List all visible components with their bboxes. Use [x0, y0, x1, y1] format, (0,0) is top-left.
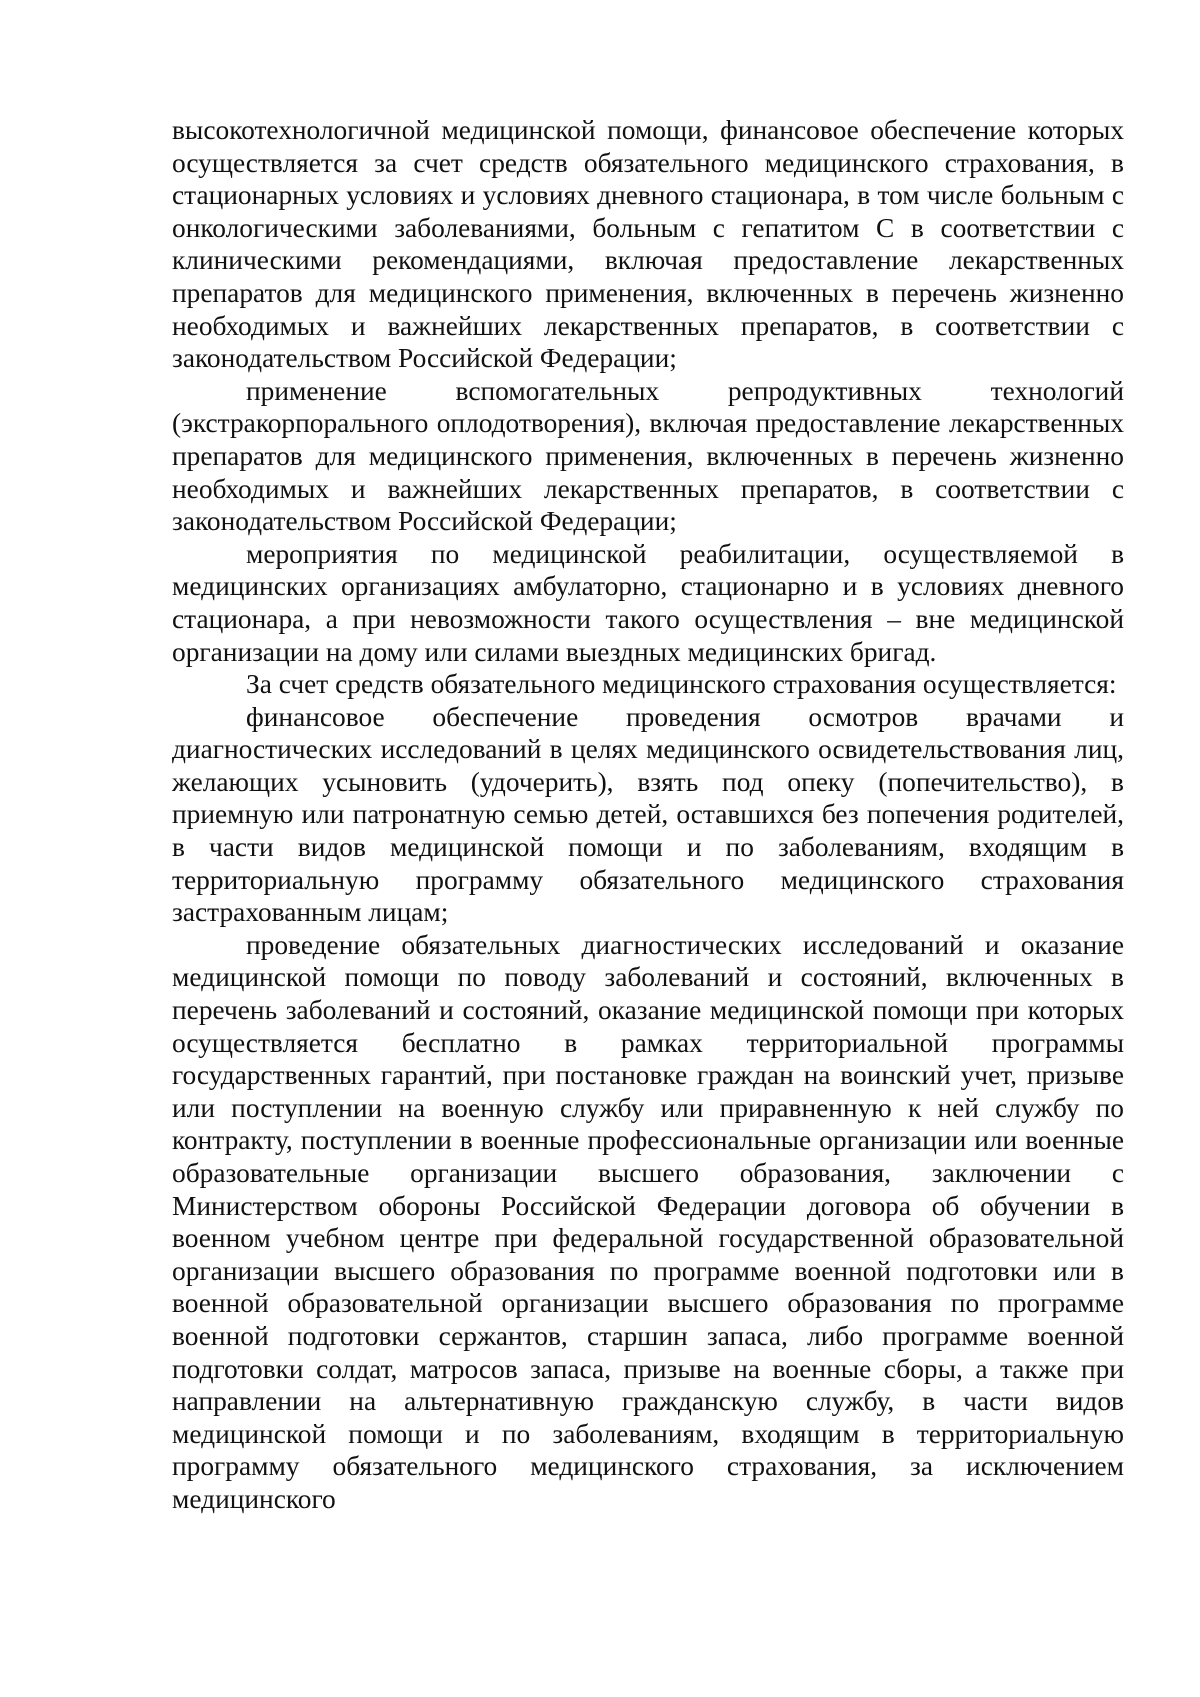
paragraph-military-examinations: проведение обязательных диагностических исследований и оказание медицинской помощи по поводу заболеваний и состояний, включенных в перечень заболеваний и состояний, оказание медицинской помощи при которых осуществляется бесплатно в рамках территориальной программы государственных гарантий, при постановке граждан на воинский учет, призыве или поступлении на военную службу или приравненную к ней службу по контракту, поступлении в военные профессиональные организации или военные образовательные организации высшего образования, заключении с Министерством обороны Российской Федерации договора об обучении в военном учебном центре при федеральной государственной образовательной организации высшего образования по программе военной подготовки или в военной образовательной организации высшего образования по программе военной подготовки сержантов, старшин запаса, либо программе военной подготовки солдат, матросов запаса, призыве на военные сборы, а также при направлении на альтернативную гражданскую службу, в части видов медицинской помощи и по заболеваниям, входящим в территориальную программу обязательного медицинского страхования, за исключением медицинского — [172, 929, 1124, 1514]
paragraph-high-tech-care: высокотехнологичной медицинской помощи, финансовое обеспечение которых осуществляется за счет средств обязательного медицинского страхования, в стационарных условиях и условиях дневного стационара, в том числе больным с онкологическими заболеваниями, больным с гепатитом С в соответствии с клиническими рекомендациями, включая предоставление лекарственных препаратов для медицинского применения, включенных в перечень жизненно необходимых и важнейших лекарственных препаратов, в соответствии с законодательством Российской Федерации; — [172, 115, 1124, 374]
paragraph-medical-rehabilitation: мероприятия по медицинской реабилитации, осуществляемой в медицинских организациях амбулаторно, стационарно и в условиях дневного стационара, а при невозможности такого осуществления – вне медицинской организации на дому или силами выездных медицинских бригад. — [172, 538, 1124, 667]
paragraph-oms-funding-intro: За счет средств обязательного медицинского страхования осуществляется: — [246, 669, 1117, 700]
paragraph-reproductive-technologies: применение вспомогательных репродуктивных технологий (экстракорпорального оплодотворения), включая предоставление лекарственных препаратов для медицинского применения, включенных в перечень жизненно необходимых и важнейших лекарственных препаратов, в соответствии с законодательством Российской Федерации; — [172, 375, 1124, 537]
paragraph-adoption-examinations: финансовое обеспечение проведения осмотров врачами и диагностических исследований в целях медицинского освидетельствования лиц, желающих усыновить (удочерить), взять под опеку (попечительство), в приемную или патронатную семью детей, оставшихся без попечения родителей, в части видов медицинской помощи и по заболеваниям, входящим в территориальную программу обязательного медицинского страхования застрахованным лицам; — [172, 701, 1124, 928]
document-page — [172, 114, 1124, 1516]
